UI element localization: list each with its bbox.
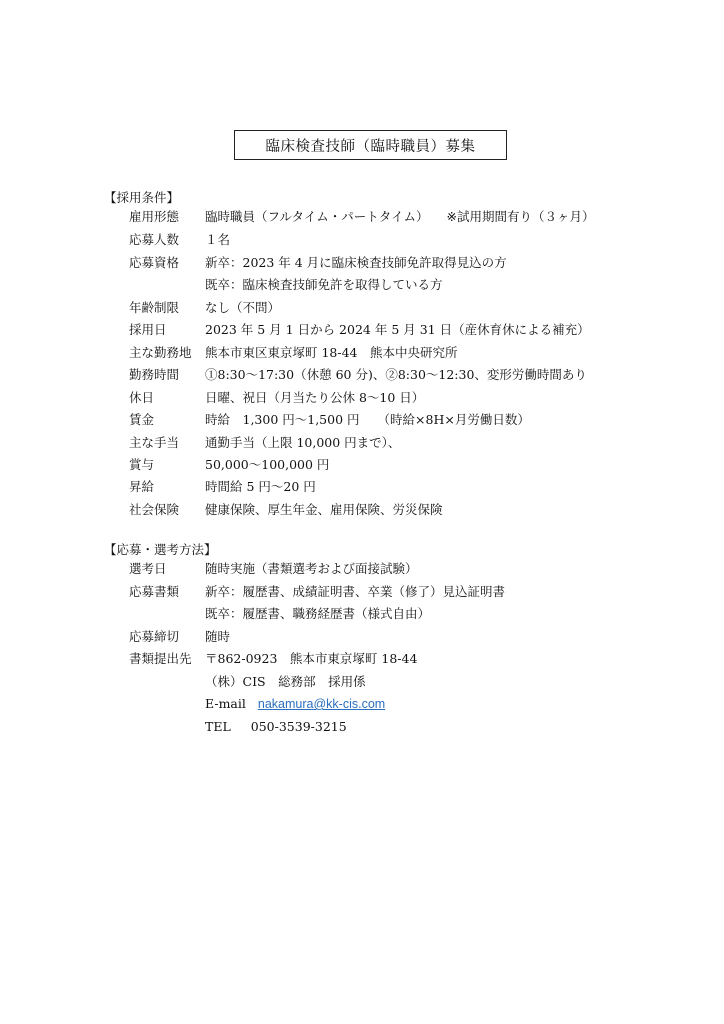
hours-label: 勤務時間 <box>129 367 180 382</box>
documents-experienced: 既卒：履歴書、職務経歴書（様式自由） <box>205 606 431 621</box>
hire-date-label: 採用日 <box>129 322 167 337</box>
wage-value <box>205 409 530 431</box>
selection-label: 選考日 <box>129 561 167 576</box>
wage-note: （時給×8H×月労働日数） <box>377 412 530 427</box>
headcount-label: 応募人数 <box>129 232 180 247</box>
allowance-label: 主な手当 <box>129 435 180 450</box>
documents-new: 新卒：履歴書、成績証明書、卒業（修了）見込証明書 <box>205 584 506 599</box>
wage-label: 賃金 <box>129 412 155 427</box>
email-line <box>205 693 385 715</box>
deadline-label: 応募締切 <box>129 629 180 644</box>
tel-line <box>205 716 347 738</box>
qualification-label: 応募資格 <box>129 255 180 270</box>
tel-label: TEL <box>205 719 231 734</box>
raise-label: 昇給 <box>129 479 155 494</box>
age-label: 年齢制限 <box>129 300 180 315</box>
headcount-value: １名 <box>205 232 231 247</box>
email-label: E-mail <box>205 696 246 711</box>
deadline-value: 随時 <box>205 629 231 644</box>
holidays-value: 日曜、祝日（月当たり公休 8～10 日） <box>205 390 425 405</box>
holidays-label: 休日 <box>129 390 155 405</box>
bonus-value: 50,000～100,000 円 <box>205 457 330 472</box>
documents-label: 応募書類 <box>129 584 180 599</box>
bonus-label: 賞与 <box>129 457 155 472</box>
wage-text: 時給 1,300 円～1,500 円 <box>205 412 360 427</box>
submit-address: 〒862-0923 熊本市東京塚町 18-44 <box>205 651 418 666</box>
employment-type-label: 雇用形態 <box>129 209 180 224</box>
workplace-value: 熊本市東区東京塚町 18-44 熊本中央研究所 <box>205 345 458 360</box>
page-title: 臨床検査技師（臨時職員）募集 <box>234 130 507 160</box>
employment-type-value <box>205 206 595 228</box>
tel-value: 050-3539-3215 <box>250 719 347 734</box>
insurance-label: 社会保険 <box>129 502 180 517</box>
employment-type-note: ※試用期間有り（３ヶ月） <box>446 209 595 224</box>
application-heading: 【応募・選考方法】 <box>104 542 217 557</box>
hours-value: ①8:30～17:30（休憩 60 分)、②8:30～12:30、変形労働時間あり <box>205 367 587 382</box>
email-link[interactable]: nakamura@kk-cis.com <box>257 697 386 711</box>
employment-type-text: 臨時職員（フルタイム・パートタイム） <box>205 209 429 224</box>
submit-label: 書類提出先 <box>129 651 192 666</box>
age-value: なし（不問） <box>205 300 281 315</box>
selection-value: 随時実施（書類選考および面接試験） <box>205 561 418 576</box>
qualification-new: 新卒：2023 年 4 月に臨床検査技師免許取得見込の方 <box>205 255 507 270</box>
hire-date-value: 2023 年 5 月 1 日から 2024 年 5 月 31 日（産休育休による補充） <box>205 322 590 337</box>
submit-org: （株）CIS 総務部 採用係 <box>205 674 366 689</box>
raise-value: 時間給 5 円～20 円 <box>205 479 316 494</box>
allowance-value: 通勤手当（上限 10,000 円まで）、 <box>205 435 401 450</box>
conditions-heading: 【採用条件】 <box>104 190 180 205</box>
workplace-label: 主な勤務地 <box>129 345 192 360</box>
insurance-value: 健康保険、厚生年金、雇用保険、労災保険 <box>205 502 443 517</box>
qualification-experienced: 既卒：臨床検査技師免許を取得している方 <box>205 277 443 292</box>
